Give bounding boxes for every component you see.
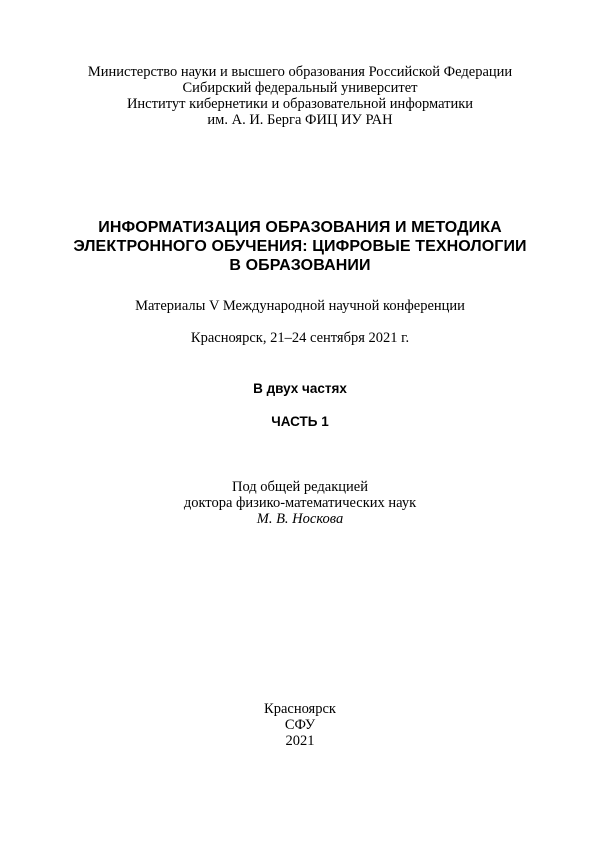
subtitle-text: Материалы V Международной научной конференции xyxy=(135,298,465,314)
place-date-text: Красноярск, 21–24 сентября 2021 г. xyxy=(190,330,410,346)
institution-institute: Институт кибернетики и образовательной информатики xyxy=(126,96,474,112)
conference-subtitle xyxy=(0,298,600,314)
place-and-date xyxy=(0,330,600,346)
parts-count xyxy=(0,381,600,397)
editorial-note xyxy=(0,479,600,527)
parts-count-text: В двух частях xyxy=(253,381,347,396)
publisher-name: СФУ xyxy=(284,717,316,733)
editorial-line-2: доктора физико-математических наук xyxy=(183,495,417,511)
institution-ministry: Министерство науки и высшего образования Российской Федерации xyxy=(87,64,513,80)
publisher-year: 2021 xyxy=(285,733,315,749)
publisher-imprint xyxy=(0,701,600,749)
page-title xyxy=(0,218,600,275)
title-line-1: ИНФОРМАТИЗАЦИЯ ОБРАЗОВАНИЯ И МЕТОДИКА xyxy=(98,219,502,236)
institutions-header xyxy=(0,64,600,128)
part-number xyxy=(0,414,600,430)
institution-berg: им. А. И. Берга ФИЦ ИУ РАН xyxy=(207,112,393,128)
editor-name: М. В. Носкова xyxy=(256,511,344,527)
title-line-3: В ОБРАЗОВАНИИ xyxy=(229,257,371,274)
title-line-2: ЭЛЕКТРОННОГО ОБУЧЕНИЯ: ЦИФРОВЫЕ ТЕХНОЛОГИИ xyxy=(73,238,527,255)
part-number-text: ЧАСТЬ 1 xyxy=(271,414,329,429)
editorial-line-1: Под общей редакцией xyxy=(232,479,368,495)
publisher-city: Красноярск xyxy=(264,701,336,717)
institution-university: Сибирский федеральный университет xyxy=(182,80,418,96)
